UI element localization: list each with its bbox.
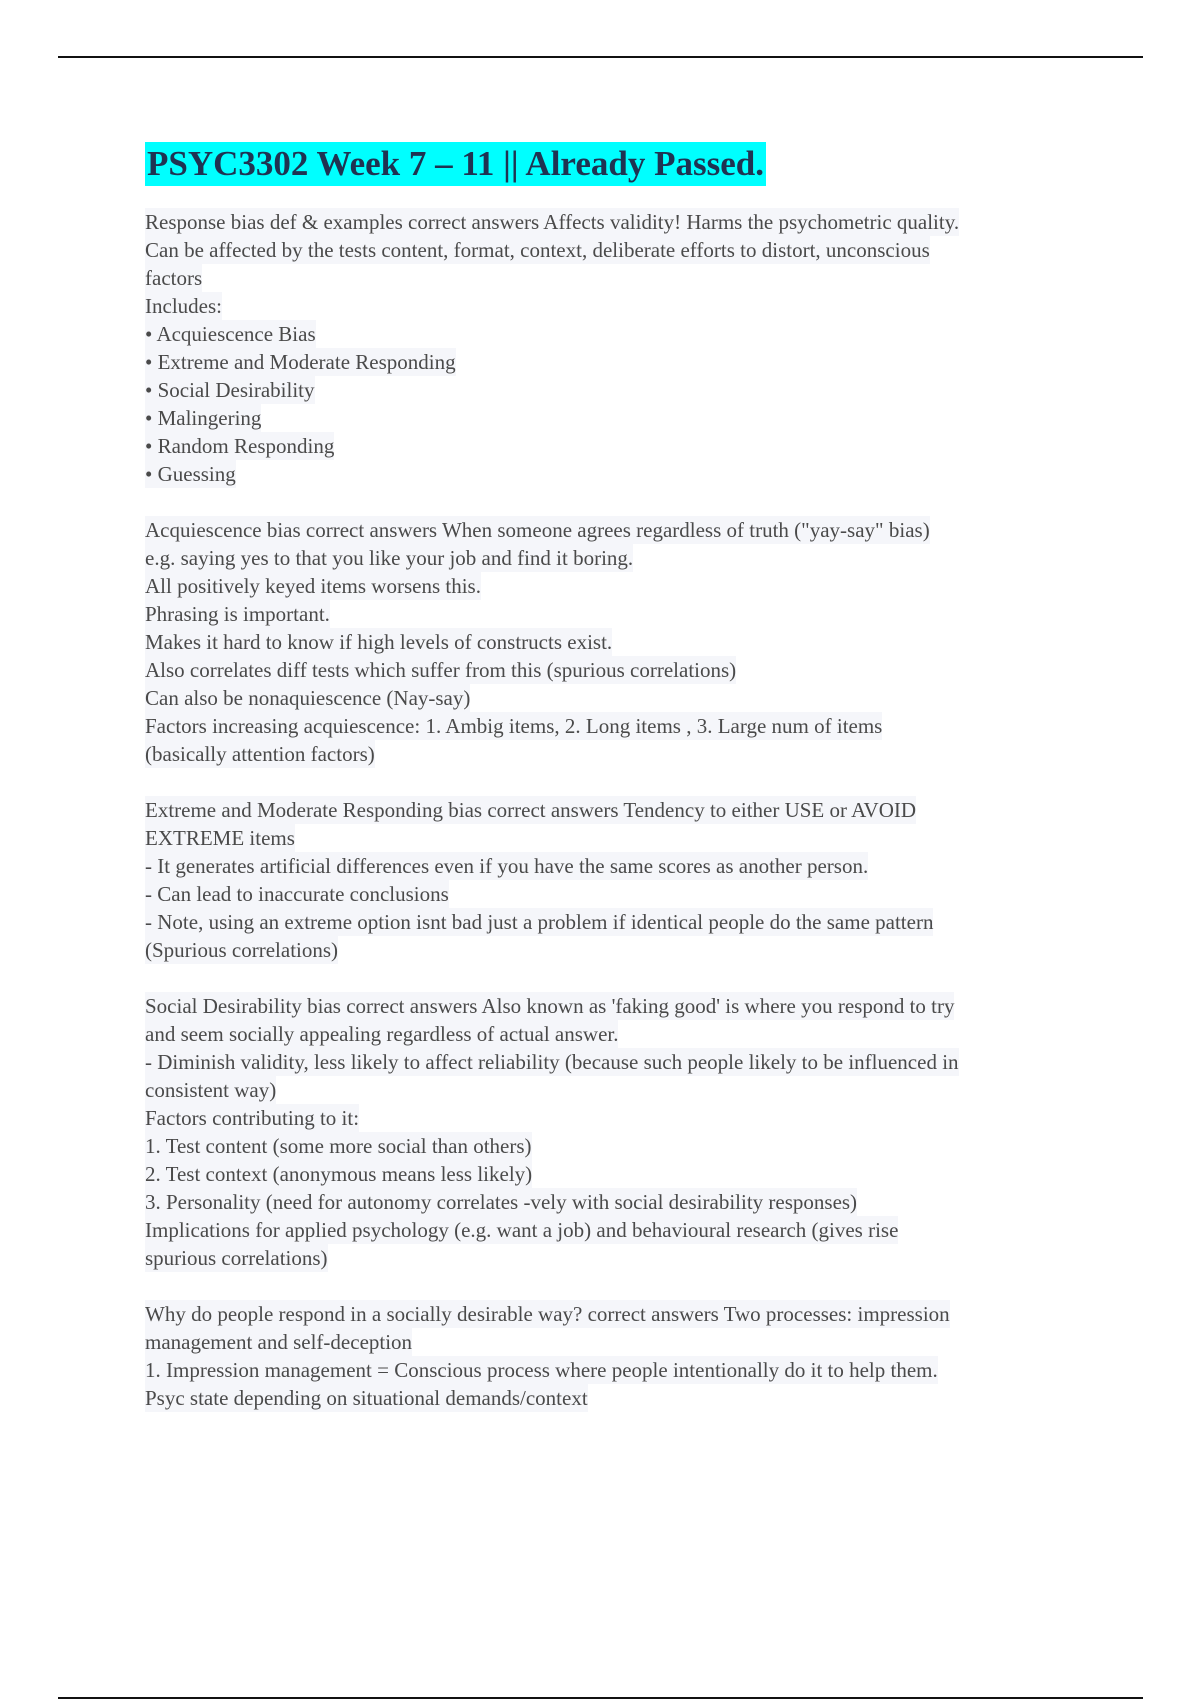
text-line: Can also be nonaquiescence (Nay-say) [145,686,471,710]
text-line: EXTREME items [145,826,295,850]
text-line: Response bias def & examples correct answers Affects validity! Harms the psychometric quality. [145,210,960,234]
text-line: • Random Responding [145,434,335,458]
text-line: - Note, using an extreme option isnt bad just a problem if identical people do the same pattern [145,910,934,934]
text-line: management and self-deception [145,1330,413,1354]
section-extreme-moderate-responding [145,796,1095,964]
text-line: and seem socially appealing regardless of actual answer. [145,1022,619,1046]
text-line: • Malingering [145,406,262,430]
text-line: Makes it hard to know if high levels of constructs exist. [145,630,613,654]
text-line: 3. Personality (need for autonomy correlates -vely with social desirability responses) [145,1190,858,1214]
document-body [145,142,1095,1440]
section-socially-desirable-why [145,1300,1095,1412]
text-line: (basically attention factors) [145,742,375,766]
top-rule [58,56,1143,58]
text-line: Factors increasing acquiescence: 1. Ambig items, 2. Long items , 3. Large num of items [145,714,883,738]
text-line: Why do people respond in a socially desirable way? correct answers Two processes: impression [145,1302,950,1326]
text-line: Phrasing is important. [145,602,330,626]
document-title: PSYC3302 Week 7 – 11 || Already Passed. [145,142,766,186]
text-line: Implications for applied psychology (e.g. want a job) and behavioural research (gives rise [145,1218,899,1242]
text-line: • Acquiescence Bias [145,322,316,346]
text-line: (Spurious correlations) [145,938,339,962]
text-line: Psyc state depending on situational demands/context [145,1386,588,1410]
bottom-rule [58,1697,1143,1699]
text-line: Acquiescence bias correct answers When someone agrees regardless of truth ("yay-say" bias) [145,518,930,542]
sections-container [145,208,1095,1412]
text-line: 1. Impression management = Conscious process where people intentionally do it to help them. [145,1358,938,1382]
text-line: Social Desirability bias correct answers Also known as 'faking good' is where you respond to try [145,994,955,1018]
text-line: 1. Test content (some more social than others) [145,1134,532,1158]
text-line: consistent way) [145,1078,277,1102]
text-line: - Can lead to inaccurate conclusions [145,882,449,906]
text-line: e.g. saying yes to that you like your job and find it boring. [145,546,634,570]
section-social-desirability [145,992,1095,1272]
section-acquiescence-bias [145,516,1095,768]
text-line: - It generates artificial differences even if you have the same scores as another person. [145,854,869,878]
text-line: Also correlates diff tests which suffer from this (spurious correlations) [145,658,737,682]
text-line: • Social Desirability [145,378,315,402]
text-line: • Extreme and Moderate Responding [145,350,456,374]
text-line: - Diminish validity, less likely to affect reliability (because such people likely to be influenced in [145,1050,959,1074]
text-line: Can be affected by the tests content, format, context, deliberate efforts to distort, unconscious [145,238,930,262]
text-line: 2. Test context (anonymous means less likely) [145,1162,533,1186]
text-line: Factors contributing to it: [145,1106,360,1130]
text-line: factors [145,266,203,290]
text-line: Extreme and Moderate Responding bias correct answers Tendency to either USE or AVOID [145,798,917,822]
section-response-bias [145,208,1095,488]
text-line: spurious correlations) [145,1246,328,1270]
text-line: All positively keyed items worsens this. [145,574,481,598]
text-line: Includes: [145,294,222,318]
text-line: • Guessing [145,462,236,486]
